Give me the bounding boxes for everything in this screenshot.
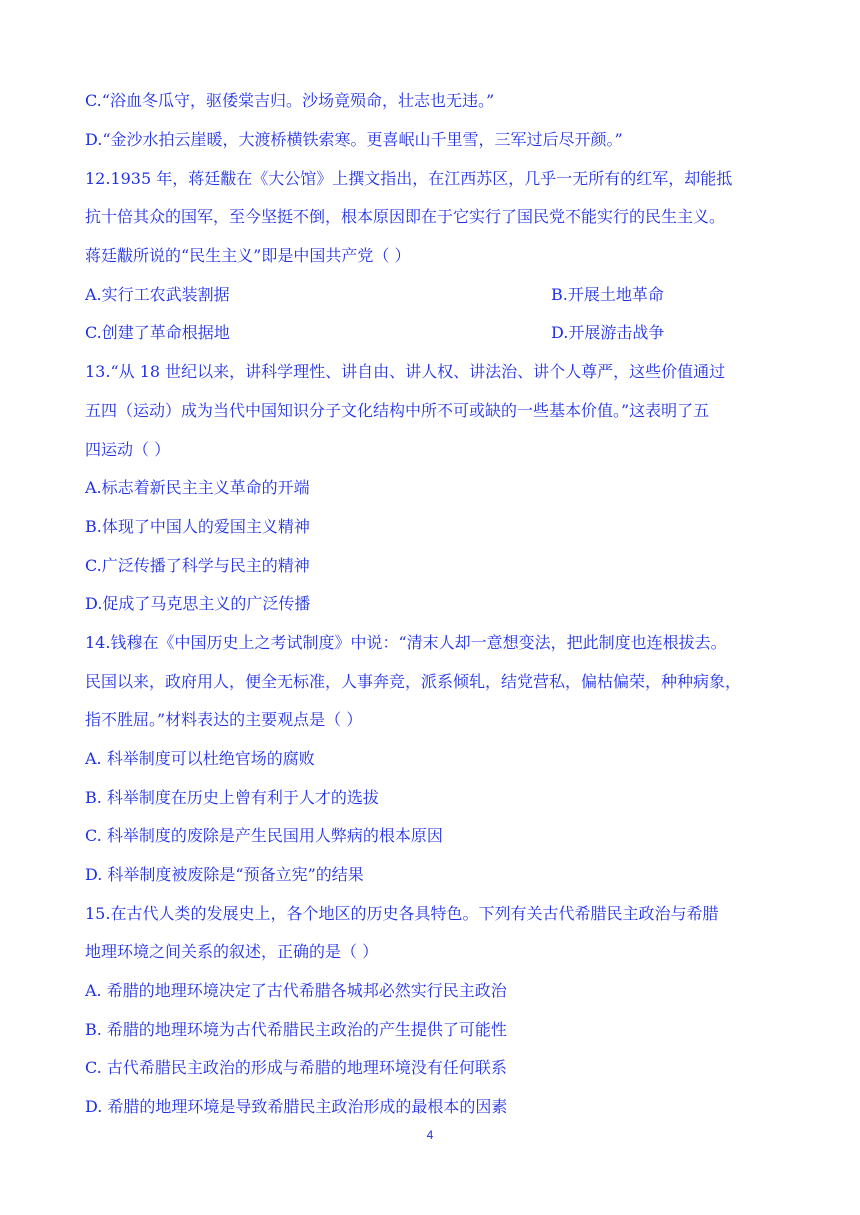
- q14-option-c: C. 科举制度的废除是产生民国用人弊病的根本原因: [85, 826, 443, 845]
- q14-option-b: B. 科举制度在历史上曾有利于人才的选拔: [85, 788, 379, 807]
- page-number: 4: [426, 1128, 434, 1142]
- q13-option-b: B.体现了中国人的爱国主义精神: [85, 517, 310, 536]
- q15-option-c: C. 古代希腊民主政治的形成与希腊的地理环境没有任何联系: [85, 1058, 507, 1077]
- q15-stem-line-2: 地理环境之间关系的叙述，正确的是（ ）: [85, 942, 379, 961]
- q13-stem-line-1: 13.“从 18 世纪以来，讲科学理性、讲自由、讲人权、讲法治、讲个人尊严，这些价值通过: [85, 362, 726, 381]
- q12-stem-line-1: 12.1935 年，蒋廷黻在《大公馆》上撰文指出，在江西苏区，几乎一无所有的红军，却能抵: [85, 169, 733, 188]
- q12-option-d: D.开展游击战争: [551, 323, 665, 342]
- q15-option-a: A. 希腊的地理环境决定了古代希腊各城邦必然实行民主政治: [85, 981, 507, 1000]
- q11-option-d: D.“金沙水拍云崖暖，大渡桥横铁索寒。更喜岷山千里雪，三军过后尽开颜。”: [85, 130, 623, 149]
- q12-stem-line-3: 蒋廷黻所说的“民生主义”即是中国共产党（ ）: [85, 246, 411, 265]
- q12-option-b: B.开展土地革命: [551, 285, 664, 304]
- q13-option-c: C.广泛传播了科学与民主的精神: [85, 556, 310, 575]
- q12-option-c: C.创建了革命根据地: [85, 323, 230, 342]
- q14-stem-line-2: 民国以来，政府用人，便全无标准，人事奔竞，派系倾轧，结党营私，偏枯偏荣，种种病象，: [85, 672, 742, 691]
- q13-option-d: D.促成了马克思主义的广泛传播: [85, 594, 311, 613]
- q15-stem-line-1: 15.在古代人类的发展史上，各个地区的历史各具特色。下列有关古代希腊民主政治与希腊: [85, 904, 719, 923]
- q13-stem-line-2: 五四（运动）成为当代中国知识分子文化结构中所不可或缺的一些基本价值。”这表明了五: [85, 401, 710, 420]
- q12-option-a: A.实行工农武装割据: [85, 285, 230, 304]
- q13-stem-line-3: 四运动（ ）: [85, 440, 171, 459]
- q14-stem-line-3: 指不胜屈。”材料表达的主要观点是（ ）: [85, 710, 363, 729]
- q15-option-b: B. 希腊的地理环境为古代希腊民主政治的产生提供了可能性: [85, 1020, 507, 1039]
- q12-stem-line-2: 抗十倍其众的国军，至今坚挺不倒，根本原因即在于它实行了国民党不能实行的民生主义。: [85, 207, 726, 226]
- q14-option-a: A. 科举制度可以杜绝官场的腐败: [85, 749, 315, 768]
- q14-stem-line-1: 14.钱穆在《中国历史上之考试制度》中说：“清末人却一意想变法，把此制度也连根拔去。: [85, 633, 727, 652]
- q11-option-c: C.“浴血冬瓜守，驱倭棠吉归。沙场竟殒命，壮志也无违。”: [85, 91, 495, 110]
- q13-option-a: A.标志着新民主主义革命的开端: [85, 478, 310, 497]
- q15-option-d: D. 希腊的地理环境是导致希腊民主政治形成的最根本的因素: [85, 1097, 508, 1116]
- q14-option-d: D. 科举制度被废除是“预备立宪”的结果: [85, 865, 364, 884]
